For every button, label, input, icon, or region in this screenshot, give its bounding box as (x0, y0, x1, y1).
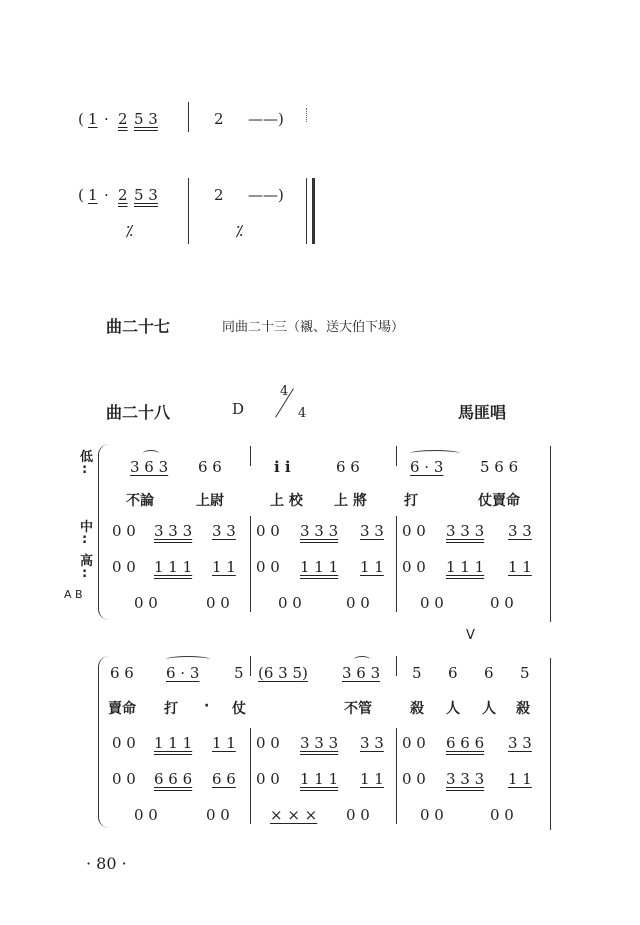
tie (410, 450, 460, 457)
high-note: 1 1 (360, 558, 384, 576)
slur (354, 656, 370, 663)
lyric: 殺 (410, 701, 424, 717)
mid-note: 3 3 (360, 734, 384, 752)
note: 5 3 (134, 186, 158, 204)
melody-note: 3 6 3 (342, 664, 381, 682)
high-note: 1 1 (508, 770, 532, 788)
qu27-title: 曲二十七 (106, 317, 171, 336)
mid-note: 0 0 (112, 734, 136, 752)
part-low-label: 低 (80, 450, 94, 465)
mid-note: 3 3 3 (446, 522, 485, 540)
barline (188, 102, 189, 132)
repeat-sign: ⁒ (236, 222, 243, 240)
ab-note: 0 0 (134, 806, 158, 824)
barline (250, 446, 251, 466)
ab-note: × × × (270, 806, 318, 824)
lyric: 上 將 (334, 493, 367, 509)
note: 2 (214, 186, 224, 204)
ab-note: 0 0 (490, 594, 514, 612)
mid-note: 3 3 3 (300, 734, 339, 752)
mid-note: 3 3 (212, 522, 236, 540)
ab-note: 0 0 (278, 594, 302, 612)
melody-note: (6 3 5) (258, 664, 308, 682)
note: 2 (118, 110, 128, 128)
qu28-title: 曲二十八 (106, 403, 171, 422)
ab-note: 0 0 (346, 806, 370, 824)
lyric: 打 (164, 701, 178, 717)
ab-note: 0 0 (134, 594, 158, 612)
ab-note: 0 0 (420, 806, 444, 824)
barline-right (550, 658, 551, 830)
dot: · (104, 110, 109, 128)
lyric: 仗 (232, 701, 246, 717)
lyric: 人 (446, 701, 460, 717)
qu27-description: 同曲二十三（襯、送大伯下場） (222, 320, 405, 335)
singer-label: 馬匪唱 (458, 403, 507, 422)
melody-note: 5 (520, 664, 530, 682)
high-note: 0 0 (402, 770, 426, 788)
high-note: 3 3 3 (446, 770, 485, 788)
melody-note: 6 (448, 664, 458, 682)
lyric: 人 (482, 701, 496, 717)
high-note: 1 1 1 (446, 558, 485, 576)
melody-note: 6 · 3 (410, 458, 444, 476)
barline (188, 178, 189, 244)
barline (250, 516, 251, 612)
mid-note: 0 0 (112, 522, 136, 540)
page-number: · 80 · (86, 854, 127, 873)
barline (250, 728, 251, 824)
lyric: 不管 (344, 701, 372, 717)
mid-note: 3 3 (508, 734, 532, 752)
ab-note: 0 0 (420, 594, 444, 612)
repeat-mark (306, 108, 309, 122)
open-paren: ( (78, 186, 84, 204)
ab-note: 0 0 (346, 594, 370, 612)
melody-note: 5 (412, 664, 422, 682)
melody-note: 6 6 (110, 664, 134, 682)
dash: ——) (248, 186, 284, 204)
high-note: 1 1 1 (154, 558, 193, 576)
mid-note: 6 6 6 (446, 734, 485, 752)
lyric: 殺 (516, 701, 530, 717)
high-note: 0 0 (112, 770, 136, 788)
repeat-sign: ⁒ (126, 222, 133, 240)
mid-note: 3 3 (508, 522, 532, 540)
mid-note: 1 1 (212, 734, 236, 752)
time-denominator: 4 (298, 406, 307, 421)
high-note: 0 0 (256, 770, 280, 788)
dot: · (104, 186, 109, 204)
melody-note: 6 · 3 (166, 664, 200, 682)
dash: ——) (248, 110, 284, 128)
high-note: 1 1 (508, 558, 532, 576)
system-brace (98, 656, 109, 828)
final-barline-thick (312, 178, 315, 244)
high-note: 0 0 (256, 558, 280, 576)
lyric: 上 校 (270, 493, 303, 509)
part-mid-label: 中 (80, 520, 94, 535)
lyric: · (204, 698, 210, 714)
high-note: 0 0 (402, 558, 426, 576)
mid-note: 3 3 3 (300, 522, 339, 540)
note: 1 (88, 110, 98, 128)
melody-note: 5 6 6 (480, 458, 519, 476)
part-high-label: 高 (80, 554, 94, 569)
note: 2 (118, 186, 128, 204)
note: 2 (214, 110, 224, 128)
part-ab-label: A B (64, 588, 83, 601)
barline (396, 446, 397, 466)
barline (396, 728, 397, 824)
system-brace (98, 444, 109, 620)
melody-note: 6 6 (336, 458, 360, 476)
melody-note: 6 (484, 664, 494, 682)
lyric: 賣命 (108, 701, 136, 717)
mid-note: 0 0 (402, 522, 426, 540)
breath-mark: V (466, 628, 475, 643)
high-note: 0 0 (112, 558, 136, 576)
high-note: 6 6 6 (154, 770, 193, 788)
tie (166, 656, 210, 663)
high-note: 6 6 (212, 770, 236, 788)
final-barline-thin (306, 178, 307, 244)
colon: : (82, 532, 88, 547)
lyric: 上尉 (196, 493, 224, 509)
colon: : (82, 462, 88, 477)
mid-note: 0 0 (402, 734, 426, 752)
slur (143, 450, 159, 457)
mid-note: 1 1 1 (154, 734, 193, 752)
colon: : (82, 566, 88, 581)
melody-note: 5 (234, 664, 244, 682)
high-note: 1 1 1 (300, 770, 339, 788)
barline (250, 656, 251, 676)
mid-note: 3 3 3 (154, 522, 193, 540)
time-numerator: 4 (280, 384, 289, 399)
lyric: 仗賣命 (478, 493, 520, 509)
high-note: 1 1 (360, 770, 384, 788)
ab-note: 0 0 (490, 806, 514, 824)
high-note: 1 1 1 (300, 558, 339, 576)
barline-right (550, 446, 551, 622)
melody-note: i i (274, 458, 291, 476)
mid-note: 3 3 (360, 522, 384, 540)
mid-note: 0 0 (256, 734, 280, 752)
ab-note: 0 0 (206, 806, 230, 824)
key-signature: D (232, 400, 245, 418)
barline (396, 516, 397, 612)
melody-note: 6 6 (198, 458, 222, 476)
barline (396, 656, 397, 676)
mid-note: 0 0 (256, 522, 280, 540)
note: 1 (88, 186, 98, 204)
lyric: 不論 (126, 493, 154, 509)
ab-note: 0 0 (206, 594, 230, 612)
high-note: 1 1 (212, 558, 236, 576)
melody-note: 3 6 3 (130, 458, 169, 476)
lyric: 打 (404, 493, 418, 509)
note: 5 3 (134, 110, 158, 128)
open-paren: ( (78, 110, 84, 128)
